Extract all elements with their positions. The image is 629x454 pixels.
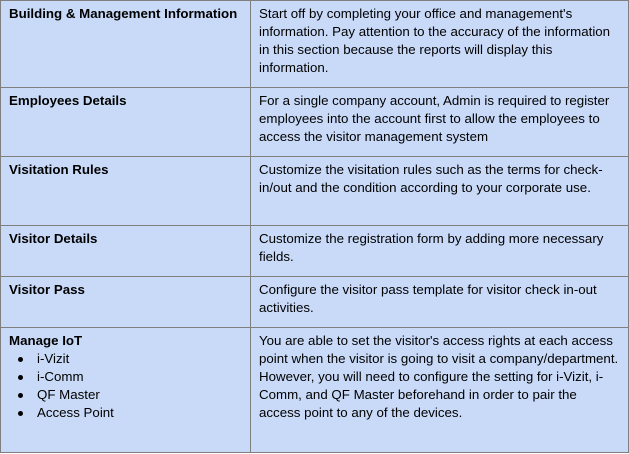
row-title: Building & Management Information <box>1 1 251 88</box>
row-title: Visitor Pass <box>1 277 251 328</box>
row-title: Employees Details <box>1 88 251 157</box>
row-title: Manage IoT <box>9 333 83 348</box>
row-title-cell <box>1 328 251 453</box>
row-description: Customize the visitation rules such as the terms for check-in/out and the condition according to your corporate use. <box>251 157 629 226</box>
row-title: Visitor Details <box>1 226 251 277</box>
table-row <box>1 328 629 453</box>
device-list <box>9 350 242 422</box>
row-title: Visitation Rules <box>1 157 251 226</box>
row-description: Customize the registration form by adding more necessary fields. <box>251 226 629 277</box>
row-description: Start off by completing your office and management's information. Pay attention to the accuracy of the information in this section because the reports will display this information. <box>251 1 629 88</box>
table-row <box>1 1 629 88</box>
row-description: Configure the visitor pass template for visitor check in-out activities. <box>251 277 629 328</box>
table-row <box>1 157 629 226</box>
list-item: QF Master <box>37 386 242 404</box>
table-row <box>1 88 629 157</box>
row-description: For a single company account, Admin is required to register employees into the account first to allow the employees to access the visitor management system <box>251 88 629 157</box>
table-row <box>1 277 629 328</box>
table-row <box>1 226 629 277</box>
list-item: i-Vizit <box>37 350 242 368</box>
list-item: i-Comm <box>37 368 242 386</box>
row-description: You are able to set the visitor's access rights at each access point when the visitor is going to visit a company/department. However, you will need to configure the setting for i-Vizit, i-Comm, and QF Master beforehand in order to pair the access point to any of the devices. <box>251 328 629 453</box>
list-item: Access Point <box>37 404 242 422</box>
